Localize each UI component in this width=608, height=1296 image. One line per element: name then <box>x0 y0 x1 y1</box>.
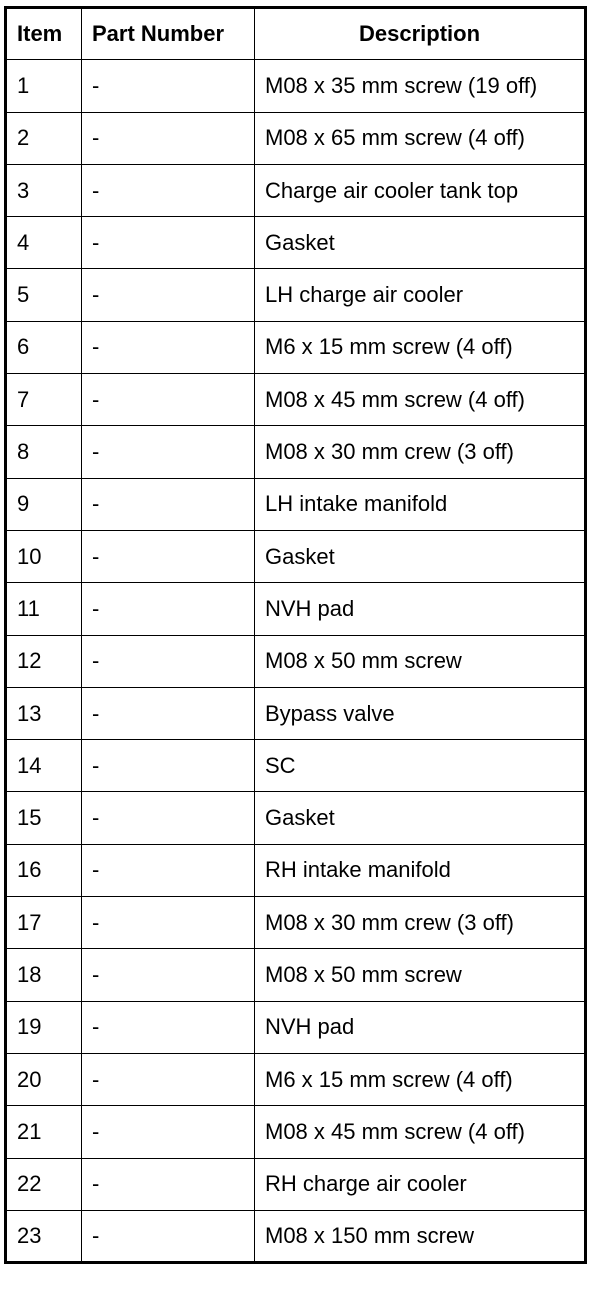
table-row <box>6 374 586 426</box>
cell-part-number: - <box>82 1210 255 1262</box>
cell-description: M6 x 15 mm screw (4 off) <box>255 321 586 373</box>
cell-part-number: - <box>82 269 255 321</box>
cell-item: 5 <box>6 269 82 321</box>
cell-description: M08 x 45 mm screw (4 off) <box>255 1106 586 1158</box>
cell-item: 2 <box>6 112 82 164</box>
table-row <box>6 478 586 530</box>
cell-item: 15 <box>6 792 82 844</box>
cell-part-number: - <box>82 635 255 687</box>
cell-item: 8 <box>6 426 82 478</box>
cell-item: 12 <box>6 635 82 687</box>
cell-item: 6 <box>6 321 82 373</box>
table-row <box>6 269 586 321</box>
cell-description: Gasket <box>255 530 586 582</box>
table-row <box>6 740 586 792</box>
table-row <box>6 897 586 949</box>
cell-item: 16 <box>6 844 82 896</box>
table-row <box>6 949 586 1001</box>
cell-item: 19 <box>6 1001 82 1053</box>
cell-part-number: - <box>82 949 255 1001</box>
cell-description: SC <box>255 740 586 792</box>
cell-part-number: - <box>82 740 255 792</box>
table-row <box>6 112 586 164</box>
table-row <box>6 844 586 896</box>
header-description: Description <box>255 8 586 60</box>
header-row <box>6 8 586 60</box>
cell-description: M6 x 15 mm screw (4 off) <box>255 1053 586 1105</box>
table-row <box>6 1001 586 1053</box>
table-row <box>6 792 586 844</box>
cell-part-number: - <box>82 1106 255 1158</box>
cell-description: M08 x 45 mm screw (4 off) <box>255 374 586 426</box>
cell-item: 1 <box>6 60 82 112</box>
cell-description: Gasket <box>255 792 586 844</box>
cell-part-number: - <box>82 60 255 112</box>
table-row <box>6 583 586 635</box>
cell-item: 7 <box>6 374 82 426</box>
cell-part-number: - <box>82 844 255 896</box>
table-row <box>6 217 586 269</box>
cell-item: 22 <box>6 1158 82 1210</box>
cell-part-number: - <box>82 478 255 530</box>
cell-part-number: - <box>82 583 255 635</box>
cell-description: M08 x 50 mm screw <box>255 949 586 1001</box>
table-body <box>6 60 586 1263</box>
cell-description: LH intake manifold <box>255 478 586 530</box>
cell-item: 18 <box>6 949 82 1001</box>
cell-part-number: - <box>82 112 255 164</box>
cell-part-number: - <box>82 217 255 269</box>
cell-description: M08 x 65 mm screw (4 off) <box>255 112 586 164</box>
cell-description: Charge air cooler tank top <box>255 164 586 216</box>
cell-item: 4 <box>6 217 82 269</box>
cell-item: 20 <box>6 1053 82 1105</box>
table-row <box>6 321 586 373</box>
cell-part-number: - <box>82 1158 255 1210</box>
cell-description: M08 x 30 mm crew (3 off) <box>255 426 586 478</box>
header-item: Item <box>6 8 82 60</box>
cell-description: M08 x 50 mm screw <box>255 635 586 687</box>
header-part-number: Part Number <box>82 8 255 60</box>
cell-part-number: - <box>82 897 255 949</box>
table-row <box>6 687 586 739</box>
table-row <box>6 60 586 112</box>
cell-item: 11 <box>6 583 82 635</box>
cell-item: 14 <box>6 740 82 792</box>
cell-item: 23 <box>6 1210 82 1262</box>
cell-item: 9 <box>6 478 82 530</box>
cell-part-number: - <box>82 164 255 216</box>
cell-part-number: - <box>82 426 255 478</box>
cell-item: 21 <box>6 1106 82 1158</box>
cell-description: M08 x 35 mm screw (19 off) <box>255 60 586 112</box>
cell-part-number: - <box>82 530 255 582</box>
cell-part-number: - <box>82 687 255 739</box>
cell-part-number: - <box>82 792 255 844</box>
parts-list-sheet <box>4 6 584 1264</box>
table-row <box>6 635 586 687</box>
cell-description: Bypass valve <box>255 687 586 739</box>
cell-part-number: - <box>82 1001 255 1053</box>
cell-part-number: - <box>82 321 255 373</box>
cell-description: M08 x 30 mm crew (3 off) <box>255 897 586 949</box>
parts-table <box>4 6 587 1264</box>
cell-item: 13 <box>6 687 82 739</box>
cell-description: RH intake manifold <box>255 844 586 896</box>
table-row <box>6 1053 586 1105</box>
table-row <box>6 530 586 582</box>
cell-part-number: - <box>82 1053 255 1105</box>
table-row <box>6 164 586 216</box>
cell-description: LH charge air cooler <box>255 269 586 321</box>
cell-item: 10 <box>6 530 82 582</box>
cell-part-number: - <box>82 374 255 426</box>
cell-description: M08 x 150 mm screw <box>255 1210 586 1262</box>
cell-description: RH charge air cooler <box>255 1158 586 1210</box>
table-row <box>6 1106 586 1158</box>
table-row <box>6 1158 586 1210</box>
cell-item: 3 <box>6 164 82 216</box>
cell-description: NVH pad <box>255 1001 586 1053</box>
table-row <box>6 1210 586 1262</box>
cell-description: NVH pad <box>255 583 586 635</box>
cell-item: 17 <box>6 897 82 949</box>
cell-description: Gasket <box>255 217 586 269</box>
table-row <box>6 426 586 478</box>
